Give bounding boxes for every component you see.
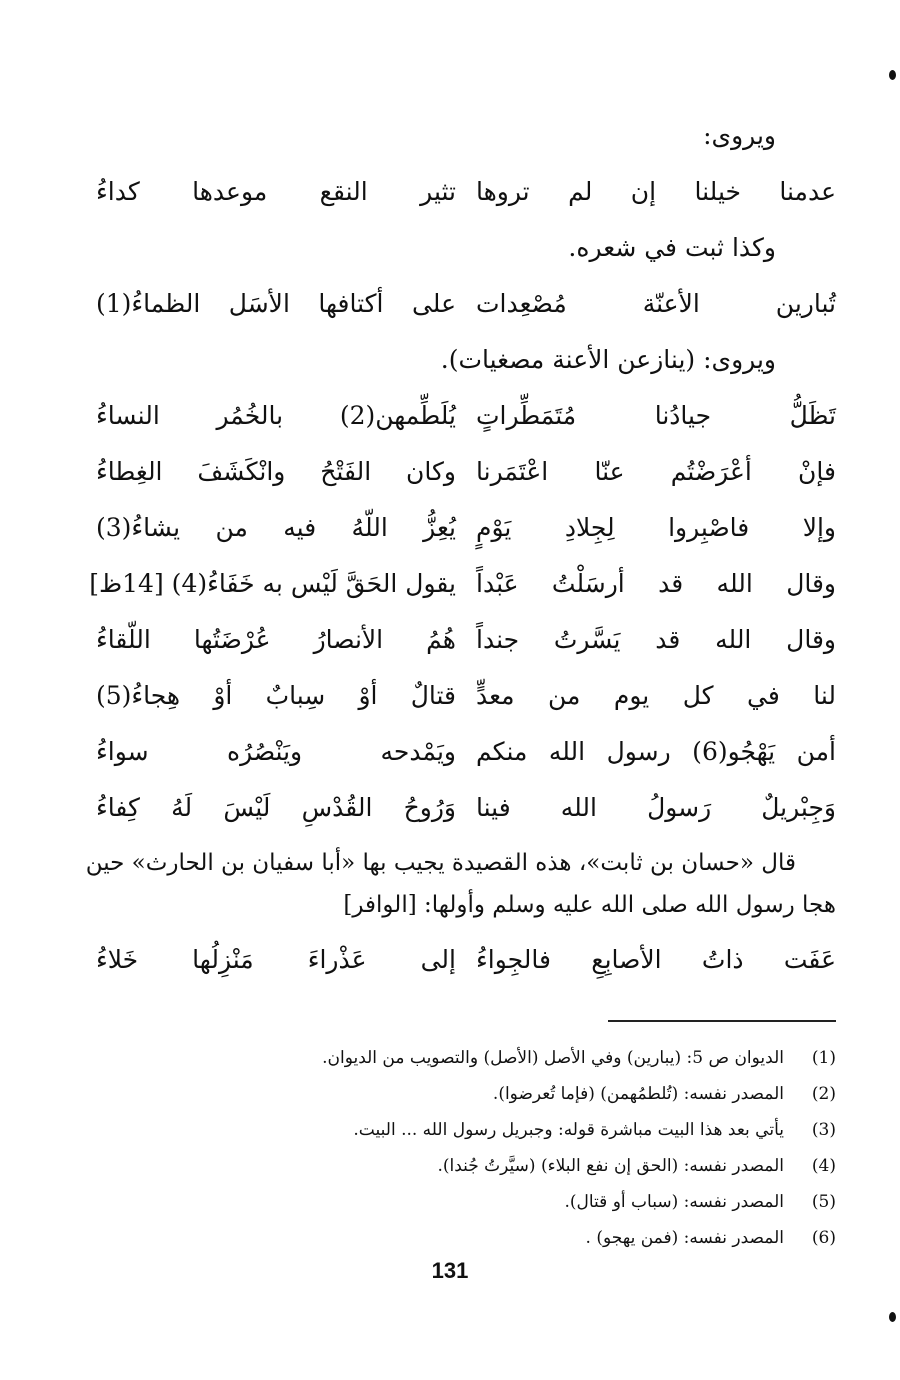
- footnote-number: (4): [811, 1156, 836, 1176]
- footnote-number: (2): [811, 1084, 836, 1104]
- verse-first-hemistich: فإنْ أعْرَضْتُم عنّا اعْتَمَرنا: [476, 457, 836, 486]
- prose-line: قال «حسان بن ثابت»، هذه القصيدة يجيب بها «أبا سفيان بن الحارث» حين: [85, 850, 796, 876]
- footnote-number: (6): [811, 1228, 836, 1248]
- verse-line: [96, 668, 836, 724]
- footnote-text: المصدر نفسه: (سباب أو قتال).: [564, 1192, 784, 1212]
- verse-first-hemistich: وإلا فاصْبِروا لِجِلادِ يَوْمٍ: [476, 513, 836, 542]
- footnote-number: (5): [811, 1192, 836, 1212]
- verse-second-hemistich: قتالٌ أوْ سِبابٌ أوْ هِجاءُ(5): [96, 681, 456, 710]
- verse-line: [89, 556, 836, 612]
- verse-second-hemistich: على أكتافها الأسَل الظماءُ(1): [96, 289, 456, 318]
- footnote-separator: [608, 1020, 836, 1022]
- footnotes: [216, 1040, 836, 1256]
- verse-first-hemistich: أمن يَهْجُو(6) رسول الله منكم: [476, 737, 836, 766]
- verse-second-hemistich: وكان الفَتْحُ وانْكَشَفَ الغِطاءُ: [96, 457, 456, 486]
- prose-line: هجا رسول الله صلى الله عليه وسلم وأولها: [الوافر]: [343, 892, 836, 918]
- footnote-number: (3): [811, 1120, 836, 1140]
- verse-first-hemistich: وقال الله قد أرسَلْتُ عَبْداً: [476, 569, 836, 598]
- verse-second-hemistich: تثير النقع موعدها كداءُ: [96, 177, 456, 206]
- verse-second-hemistich: وَرُوحُ القُدْسِ لَيْسَ لَهُ كِفاءُ: [96, 793, 456, 822]
- verse-first-hemistich: وقال الله قد يَسَّرتُ جنداً: [476, 625, 836, 654]
- footnote-text: الديوان ص 5: (يبارين) وفي الأصل (الأصل) والتصويب من الديوان.: [322, 1048, 784, 1068]
- verse-second-hemistich: يُعِزُّ اللّهُ فيه من يشاءُ(3): [96, 513, 456, 542]
- verse-first-hemistich: عدمنا خيلنا إن لم تروها: [476, 177, 836, 206]
- verse-line: [96, 724, 836, 780]
- text-line: ويروى:: [703, 121, 776, 150]
- verse-first-hemistich: تُبارين الأعنّة مُصْعِدات: [476, 289, 836, 318]
- footnote-text: المصدر نفسه: (فمن يهجو) .: [585, 1228, 784, 1248]
- verse-line: [96, 780, 836, 836]
- verse-line: [96, 388, 836, 444]
- page-body: [85, 108, 836, 988]
- footnote-text: المصدر نفسه: (الحق إن نفع البلاء) (سيَّرتُ جُندا).: [437, 1156, 784, 1176]
- footnote-text: المصدر نفسه: (تُلطمُهمن) (فإما تُعرضوا).: [492, 1084, 784, 1104]
- verse-first-hemistich: عَفَت ذاتُ الأصابِعِ فالجِواءُ: [476, 945, 836, 974]
- verse-first-hemistich: وَجِبْريلٌ رَسولُ الله فينا: [476, 793, 836, 822]
- footnote: [216, 1040, 836, 1076]
- verse-second-hemistich: يقول الحَقَّ لَيْس به خَفَاءُ(4) [14ظ]: [89, 569, 456, 598]
- scan-dot-mark: [889, 70, 896, 80]
- footnote: [216, 1220, 836, 1256]
- footnote-number: (1): [811, 1048, 836, 1068]
- page-number: 131: [431, 1258, 469, 1283]
- verse-first-hemistich: تَظَلُّ جيادُنا مُتَمَطِّراتٍ: [476, 401, 836, 430]
- footnote: [216, 1076, 836, 1112]
- prose-paragraph: [85, 842, 836, 926]
- verse-second-hemistich: هُمُ الأنصارُ عُرْضَتُها اللّقاءُ: [96, 625, 456, 654]
- verse-line: [96, 276, 836, 332]
- text-line: وكذا ثبت في شعره.: [568, 233, 776, 262]
- verse-line: [96, 164, 836, 220]
- verse-line: [96, 444, 836, 500]
- footnote: [216, 1148, 836, 1184]
- verse-second-hemistich: إلى عَذْراءَ مَنْزِلُها خَلاءُ: [96, 945, 456, 974]
- verse-line: [96, 612, 836, 668]
- text-line: ويروى: (ينازعن الأعنة مصغيات).: [440, 345, 776, 374]
- verse-second-hemistich: يُلَطِّمهن(2) بالخُمُر النساءُ: [96, 401, 456, 430]
- footnote: [216, 1112, 836, 1148]
- verse-second-hemistich: ويَمْدحه ويَنْصُرُه سواءُ: [96, 737, 456, 766]
- footnote-text: يأتي بعد هذا البيت مباشرة قوله: وجبريل رسول الله ... البيت.: [353, 1120, 784, 1140]
- footnote: [216, 1184, 836, 1220]
- verse-line: [96, 500, 836, 556]
- verse-first-hemistich: لنا في كل يوم من معدٍّ: [476, 681, 836, 710]
- scan-dot-mark: [889, 1312, 896, 1322]
- verse-line: [96, 932, 836, 988]
